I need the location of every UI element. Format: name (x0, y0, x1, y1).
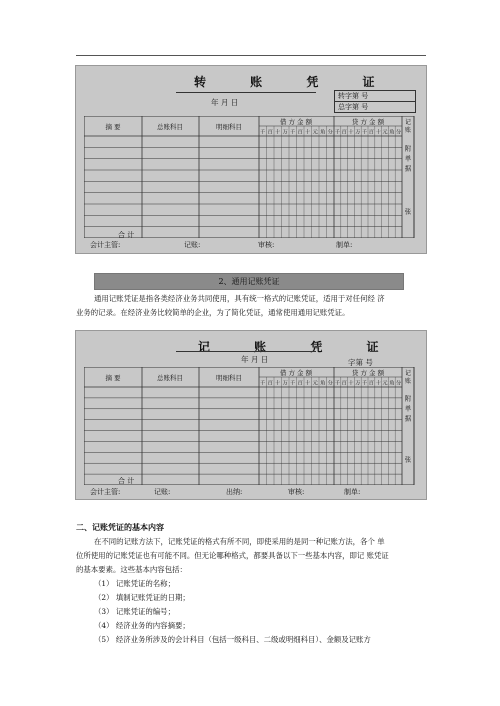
unit-label: 千 (290, 129, 296, 136)
header-credit: 贷 方 金 额 (351, 369, 385, 377)
header-credit: 贷 方 金 额 (351, 118, 385, 126)
unit-label: 十 (348, 380, 354, 387)
list-item: （3） 记账凭证的编号； (94, 607, 175, 616)
title-underline (176, 92, 316, 93)
title-underline (176, 351, 316, 352)
unit-label: 百 (341, 129, 347, 136)
voucher-grid (84, 367, 424, 485)
unit-label: 万 (282, 380, 288, 387)
unit-label: 分 (395, 380, 402, 387)
unit-label: 百 (341, 380, 347, 387)
paragraph-line: 通用记账凭证是指各类经济业务共同使用，具有统一格式的记账凭证，适用于对任何经 济 (94, 294, 385, 303)
paragraph-line: 的基本要素。这些基本内容包括： (76, 565, 187, 574)
list-item: （1） 记账凭证的名称； (94, 579, 175, 588)
unit-label: 百 (267, 129, 273, 136)
footer-supervisor: 会计主管: (90, 488, 121, 496)
unit-label: 百 (297, 380, 303, 387)
unit-label: 角 (320, 129, 326, 136)
header-summary: 摘 要 (105, 374, 121, 382)
voucher-date: 年 月 日 (241, 355, 269, 364)
header-ji: 账 (404, 127, 412, 134)
unit-label: 百 (368, 129, 375, 136)
unit-label: 百 (368, 380, 375, 387)
voucher-number-box (334, 90, 416, 113)
footer-reviewer: 审核: (288, 488, 305, 496)
side-label: 附 (404, 144, 412, 153)
list-item: （2） 填制记账凭证的日期； (94, 593, 190, 602)
side-label: 据 (404, 414, 412, 423)
header-rule (76, 55, 426, 56)
side-label: 附 (404, 394, 412, 403)
section-heading: 二、记账凭证的基本内容 (76, 522, 164, 532)
unit-label: 百 (297, 129, 303, 136)
header-debit: 借 方 金 额 (279, 369, 313, 377)
unit-label: 十 (275, 380, 281, 387)
unit-label: 角 (389, 129, 395, 136)
paragraph-line: 业务的记录。在经济业务比较简单的企业，为了简化凭证，通常使用通用记账凭证。 (76, 308, 350, 317)
transfer-voucher-form (75, 65, 427, 254)
unit-label: 元 (382, 129, 388, 136)
unit-label: 分 (327, 380, 333, 387)
unit-label: 百 (267, 380, 273, 387)
unit-label: 千 (260, 129, 266, 136)
unit-label: 十 (305, 129, 311, 136)
unit-label: 分 (395, 129, 402, 136)
header-ji: 记 (404, 119, 412, 126)
unit-label: 万 (355, 380, 361, 387)
unit-label: 十 (348, 129, 354, 136)
unit-label: 万 (355, 129, 361, 136)
list-item: （4） 经济业务的内容摘要； (94, 621, 190, 630)
header-ji: 账 (404, 378, 412, 385)
unit-label: 分 (327, 129, 333, 136)
transfer-number: 转字第 号 (338, 92, 369, 100)
unit-label: 十 (305, 380, 311, 387)
section-heading: 2、通用记账凭证 (94, 273, 404, 290)
unit-label: 元 (312, 380, 318, 387)
side-label: 单 (404, 154, 412, 163)
unit-label: 十 (375, 129, 381, 136)
footer-reviewer: 审核: (258, 241, 275, 249)
unit-label: 元 (382, 380, 388, 387)
footer-preparer: 制单: (344, 488, 361, 496)
total-label: 合 计 (118, 231, 135, 239)
voucher-date: 年 月 日 (211, 98, 239, 107)
unit-label: 千 (361, 129, 368, 136)
header-general-ledger: 总账科目 (157, 374, 183, 382)
header-detail: 明细科目 (216, 374, 242, 382)
unit-label: 千 (334, 129, 341, 136)
unit-label: 千 (361, 380, 368, 387)
header-general-ledger: 总账科目 (157, 123, 183, 131)
total-number: 总字第 号 (335, 101, 415, 112)
footer-preparer: 制单: (336, 241, 353, 249)
unit-label: 千 (334, 380, 341, 387)
voucher-title: 转 账 凭 证 (194, 75, 395, 89)
voucher-grid (84, 116, 424, 238)
unit-label: 十 (275, 129, 281, 136)
footer-bookkeeper: 记账: (154, 488, 171, 496)
paragraph-line: 在不同的记账方法下，记账凭证的格式有所不同，即使采用的是同一种记账方法，各个 单 (94, 537, 385, 546)
voucher-title: 记 账 凭 证 (198, 340, 399, 354)
side-label: 单 (404, 404, 412, 413)
paragraph-line: 位所使用的记账凭证也有可能不同。但无论哪种格式，都要具备以下一些基本内容，即记 账凭证 (76, 551, 389, 560)
footer-bookkeeper: 记账: (184, 241, 201, 249)
header-ji: 记 (404, 370, 412, 377)
list-item: （5） 经济业务所涉及的会计科目（包括一级科目、二级或明细科目）、金额及记账方 (94, 635, 371, 644)
unit-label: 万 (282, 129, 288, 136)
unit-label: 千 (260, 380, 266, 387)
unit-label: 千 (290, 380, 296, 387)
general-voucher-form (75, 330, 427, 500)
total-label: 合 计 (118, 477, 135, 485)
unit-label: 十 (375, 380, 381, 387)
footer-supervisor: 会计主管: (90, 241, 121, 249)
side-label: 张 (404, 207, 412, 216)
header-detail: 明细科目 (216, 123, 242, 131)
side-label: 张 (404, 455, 412, 464)
unit-label: 元 (312, 129, 318, 136)
header-debit: 借 方 金 额 (279, 118, 313, 126)
side-label: 据 (404, 164, 412, 173)
footer-cashier: 出纳: (226, 488, 243, 496)
unit-label: 角 (389, 380, 395, 387)
header-summary: 摘 要 (105, 123, 121, 131)
unit-label: 角 (320, 380, 326, 387)
voucher-number: 字第 号 (348, 358, 373, 367)
